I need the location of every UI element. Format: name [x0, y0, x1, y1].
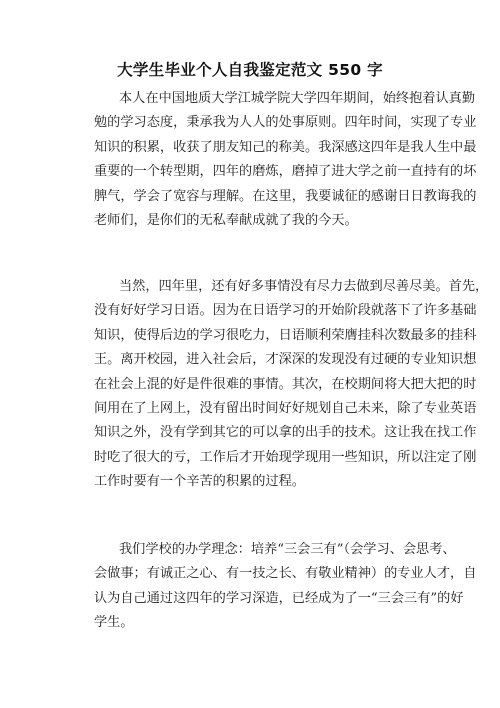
text-line: 认为自己通过这四年的学习深造，已经成为了一“三会三有”的好: [94, 590, 464, 606]
text-line: 知识，使得后边的学习很吃力，日语顺利荣膺挂科次数最多的挂科: [94, 327, 477, 343]
paragraph-2: [94, 275, 489, 495]
text-line: 时吃了很大的亏，工作后才开始现学现用一些知识，所以注定了刚: [94, 449, 477, 465]
paragraph-1: [94, 87, 477, 233]
text-line: 会做事；有诚正之心、有一技之长、有敬业精神）的专业人才，自: [94, 566, 477, 582]
text-line: 没有好好学习日语。因为在日语学习的开始阶段就落下了许多基础: [94, 303, 477, 319]
text-line: 老师们，是你们的无私奉献成就了我的今天。: [94, 213, 358, 229]
text-line: 重要的一个转型期，四年的磨炼，磨掉了进大学之前一直持有的坏: [94, 164, 477, 180]
text-line: 勉的学习态度，秉承我为人人的处事原则。四年时间，实现了专业: [94, 115, 477, 131]
text-line: 脾气，学会了宽容与理解。在这里，我要诚征的感谢日日教诲我的: [94, 188, 477, 204]
document-title: 大学生毕业个人自我鉴定范文 550 字: [117, 61, 383, 79]
text-line: 知识的积累，收获了朋友知己的称美。我深感这四年是我人生中最: [94, 139, 477, 155]
text-line: 知识之外，没有学到其它的可以拿的出手的技术。这让我在找工作: [94, 425, 477, 441]
text-line: 本人在中国地质大学江城学院大学四年期间，始终抱着认真勤: [119, 91, 476, 106]
text-line: 当然，四年里，还有好多事情没有尽力去做到尽善尽美。首先，: [119, 279, 489, 294]
text-line: 在社会上混的好是件很难的事情。其次，在校期间将大把大把的时: [94, 376, 477, 392]
text-line: 学生。: [94, 615, 134, 631]
text-line: 我们学校的办学理念：培养“三会三有”（会学习、会思考、: [119, 542, 456, 557]
text-line: 间用在了上网上，没有留出时间好好规划自己未来，除了专业英语: [94, 401, 477, 417]
text-line: 王。离开校园，进入社会后，才深深的发现没有过硬的专业知识想: [94, 352, 477, 368]
paragraph-3: [94, 538, 477, 636]
text-line: 工作时要有一个辛苦的积累的过程。: [94, 474, 305, 490]
